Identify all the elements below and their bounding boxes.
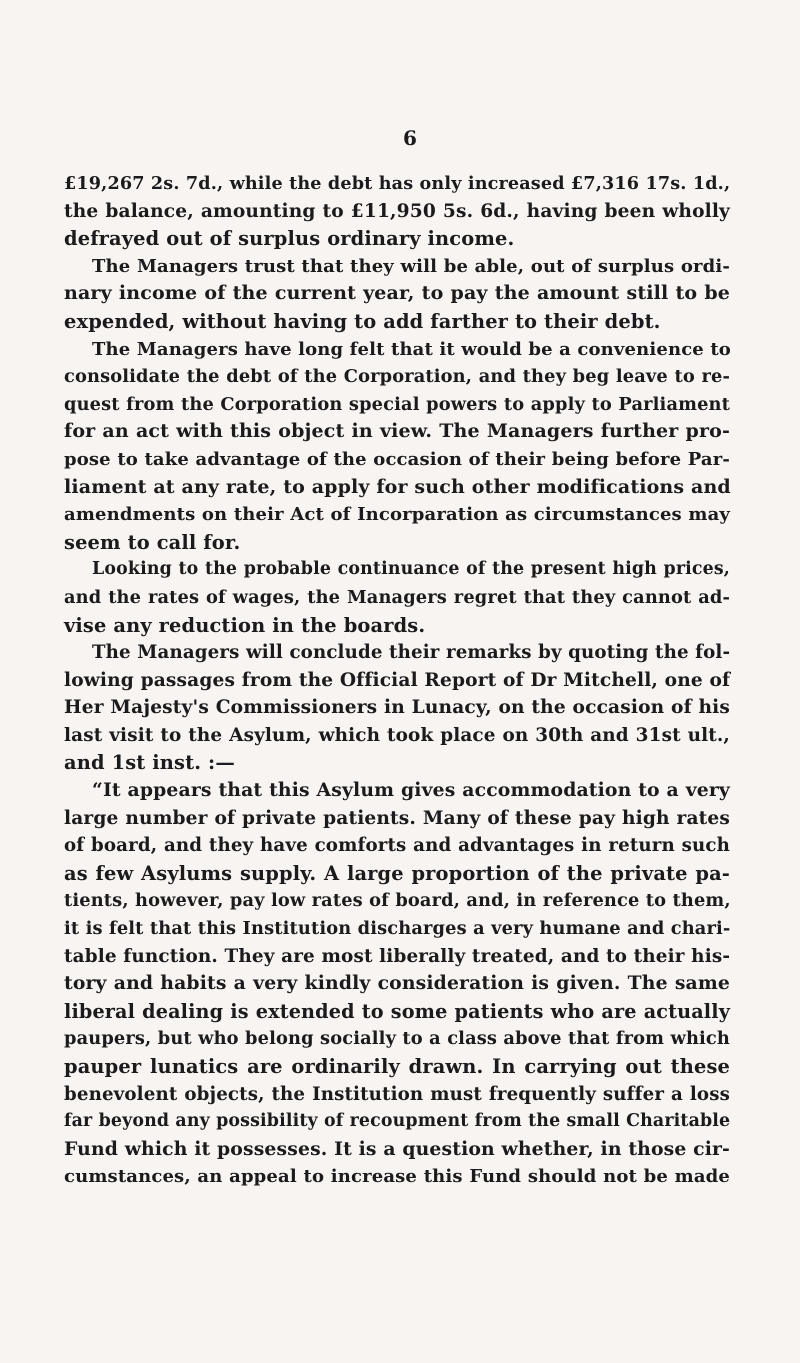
text-line: Her Majesty's Commissioners in Lunacy, on the occasion of his	[64, 697, 730, 719]
text-line: amendments on their Act of Incorparation as circumstances may	[64, 504, 730, 526]
text-line: paupers, but who belong socially to a class above that from which	[64, 1028, 730, 1050]
text-line: £19,267 2s. 7d., while the debt has only increased £7,316 17s. 1d.,	[64, 173, 731, 194]
text-line: table function. They are most liberally treated, and to their his-	[64, 945, 731, 967]
text-line: consolidate the debt of the Corporation, and they beg leave to re-	[64, 366, 730, 388]
text-line: benevolent objects, the Institution must frequently suffer a loss	[64, 1083, 730, 1105]
text-line: lowing passages from the Official Report of Dr Mitchell, one of	[64, 669, 731, 691]
text-line: nary income of the current year, to pay the amount still to be	[64, 282, 730, 305]
text-line: liberal dealing is extended to some patients who are actually	[64, 999, 730, 1023]
text-line: The Managers have long felt that it would be a convenience to	[92, 338, 731, 360]
text-line: the balance, amounting to £11,950 5s. 6d., having been wholly	[64, 200, 730, 222]
text-line: liament at any rate, to apply for such other modifications and	[64, 475, 731, 498]
page-number: 6	[403, 126, 417, 150]
text-line: tients, however, pay low rates of board, and, in reference to them,	[64, 890, 731, 912]
text-line: seem to call for.	[64, 530, 241, 554]
text-line: large number of private patients. Many of these pay high rates	[64, 807, 730, 829]
text-line: vise any reduction in the boards.	[64, 613, 426, 637]
text-line: cumstances, an appeal to increase this Fund should not be made	[64, 1166, 730, 1188]
text-line: quest from the Corporation special powers to apply to Parliament	[64, 393, 730, 415]
text-line: “It appears that this Asylum gives accommodation to a very	[92, 779, 730, 802]
body-text	[64, 170, 730, 1191]
text-line: last visit to the Asylum, which took place on 30th and 31st ult.,	[64, 724, 730, 746]
text-line: pose to take advantage of the occasion of their being before Par-	[64, 448, 730, 470]
text-line: defrayed out of surplus ordinary income.	[64, 227, 515, 251]
text-line: expended, without having to add farther to their debt.	[64, 309, 661, 333]
text-line: for an act with this object in view. The Managers further pro-	[64, 420, 730, 443]
text-line: far beyond any possibility of recoupment from the small Charitable	[64, 1111, 731, 1132]
text-line: The Managers will conclude their remarks by quoting the fol-	[92, 642, 731, 664]
text-line: it is felt that this Institution discharges a very humane and chari-	[64, 918, 731, 940]
text-line: Fund which it possesses. It is a question whether, in those cir-	[64, 1137, 730, 1160]
text-line: and the rates of wages, the Managers regret that they cannot ad-	[64, 586, 730, 608]
text-line: and 1st inst. :—	[64, 751, 235, 775]
text-line: The Managers trust that they will be able, out of surplus ordi-	[92, 255, 730, 277]
text-line: of board, and they have comforts and advantages in return such	[64, 835, 730, 857]
text-line: pauper lunatics are ordinarily drawn. In carrying out these	[64, 1055, 730, 1078]
text-line: as few Asylums supply. A large proportion of the private pa-	[64, 861, 730, 885]
text-line: Looking to the probable continuance of the present high prices,	[92, 559, 730, 580]
text-line: tory and habits a very kindly consideration is given. The same	[64, 972, 730, 995]
